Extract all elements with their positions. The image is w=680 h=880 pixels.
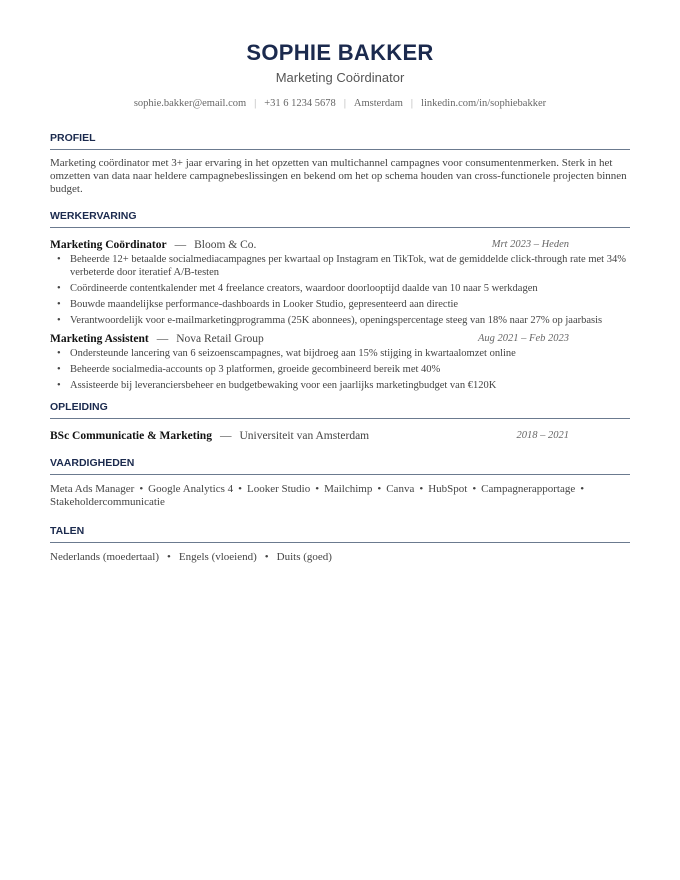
- profile-text: Marketing coördinator met 3+ jaar ervaring in het opzetten van multichannel campagnes voor consumentenmerken. Sterk in het omzetten van data naar heldere campagnebeslissingen en bekend om het op schema houden van cross-functionele projecten binnen budget.: [50, 157, 627, 195]
- job-company: Nova Retail Group: [176, 333, 264, 345]
- section-title-languages: TALEN: [50, 525, 630, 543]
- experience-section: [50, 210, 630, 393]
- language-item: Nederlands (moedertaal): [50, 550, 160, 563]
- education-school: Universiteit van Amsterdam: [239, 429, 370, 442]
- education-dates: 2018 – 2021: [516, 429, 569, 441]
- contact-separator: |: [343, 98, 346, 109]
- language-item: Engels (vloeiend): [178, 550, 257, 563]
- job-company: Bloom & Co.: [194, 239, 257, 251]
- languages-list: [50, 551, 630, 564]
- job-header: [50, 238, 630, 252]
- education-separator: —: [219, 429, 232, 442]
- skills-list: [50, 483, 630, 509]
- skills-section: [50, 457, 630, 509]
- skill-separator: •: [419, 482, 424, 495]
- contact-email[interactable]: sophie.bakker@email.com: [133, 98, 247, 109]
- skill-separator: •: [315, 482, 320, 495]
- resume-job-title: Marketing Coördinator: [275, 70, 405, 85]
- education-section: [50, 401, 630, 443]
- skill-separator: •: [472, 482, 477, 495]
- profile-section: [50, 132, 630, 196]
- skill-item: Mailchimp: [324, 482, 373, 495]
- resume-page: [50, 40, 630, 564]
- contact-separator: |: [410, 98, 414, 109]
- skill-separator: •: [139, 482, 144, 495]
- job-bullets: [50, 348, 630, 393]
- skill-item: Meta Ads Manager: [50, 482, 135, 495]
- skill-separator: •: [238, 482, 242, 495]
- contact-location: Amsterdam: [353, 98, 403, 109]
- job-bullet: • Beheerde socialmedia-accounts op 3 platformen, groeide gecombineerd bereik met 40%: [50, 364, 630, 377]
- job-role: Marketing Coördinator: [50, 239, 167, 251]
- job-separator: —: [174, 239, 187, 251]
- skill-item: Campagnerapportage: [481, 482, 576, 495]
- language-separator: •: [264, 550, 269, 563]
- job-bullet: • Beheerde 12+ betaalde socialmediacampagnes per kwartaal op Instagram en TikTok, wat de gemiddelde click-through rate met 34% verbeterde door iteratief A/B-testen: [50, 254, 630, 279]
- job-bullet: • Assisteerde bij leveranciersbeheer en budgetbewaking voor een jaarlijks marketingbudget van €120K: [50, 380, 630, 393]
- skill-item: Stakeholdercommunicatie: [50, 495, 165, 508]
- skill-item: Google Analytics 4: [148, 482, 234, 495]
- contact-separator: |: [254, 98, 257, 109]
- section-title-education: OPLEIDING: [50, 401, 630, 419]
- section-title-profile: PROFIEL: [50, 132, 630, 150]
- section-title-skills: VAARDIGHEDEN: [50, 457, 630, 475]
- job-dates: Mrt 2023 – Heden: [491, 239, 569, 250]
- section-title-experience: WERKERVARING: [50, 210, 630, 228]
- languages-section: [50, 525, 630, 564]
- language-separator: •: [167, 550, 171, 563]
- skill-item: Looker Studio: [246, 482, 311, 495]
- language-item: Duits (goed): [276, 550, 332, 563]
- job-bullets: [50, 254, 630, 327]
- job-dates: Aug 2021 – Feb 2023: [478, 333, 569, 344]
- job-role: Marketing Assistent: [50, 333, 149, 345]
- job-separator: —: [156, 333, 169, 345]
- job-bullet: • Coördineerde contentkalender met 4 freelance creators, waardoor doorlooptijd daalde van 10 naar 5 werkdagen: [50, 283, 630, 296]
- job-bullet: • Bouwde maandelijkse performance-dashboards in Looker Studio, gepresenteerd aan directie: [50, 299, 630, 312]
- skill-separator: •: [377, 482, 382, 495]
- skill-item: Canva: [386, 482, 415, 495]
- education-entry: [50, 429, 630, 443]
- contact-line: [50, 97, 630, 111]
- job-entry: [50, 238, 630, 327]
- education-degree: BSc Communicatie & Marketing: [50, 429, 212, 442]
- skill-item: HubSpot: [428, 482, 468, 495]
- resume-name: SOPHIE BAKKER: [246, 40, 434, 65]
- skill-separator: •: [580, 482, 585, 495]
- job-bullet: • Verantwoordelijk voor e-mailmarketingprogramma (25K abonnees), openingspercentage steeg van 18% naar 27% op jaarbasis: [50, 315, 630, 328]
- contact-linkedin[interactable]: linkedin.com/in/sophiebakker: [421, 98, 547, 109]
- job-entry: [50, 332, 630, 393]
- job-header: [50, 332, 630, 346]
- contact-phone: +31 6 1234 5678: [264, 98, 336, 109]
- job-bullet: • Ondersteunde lancering van 6 seizoenscampagnes, wat bijdroeg aan 15% stijging in kwartaalomzet online: [50, 348, 630, 361]
